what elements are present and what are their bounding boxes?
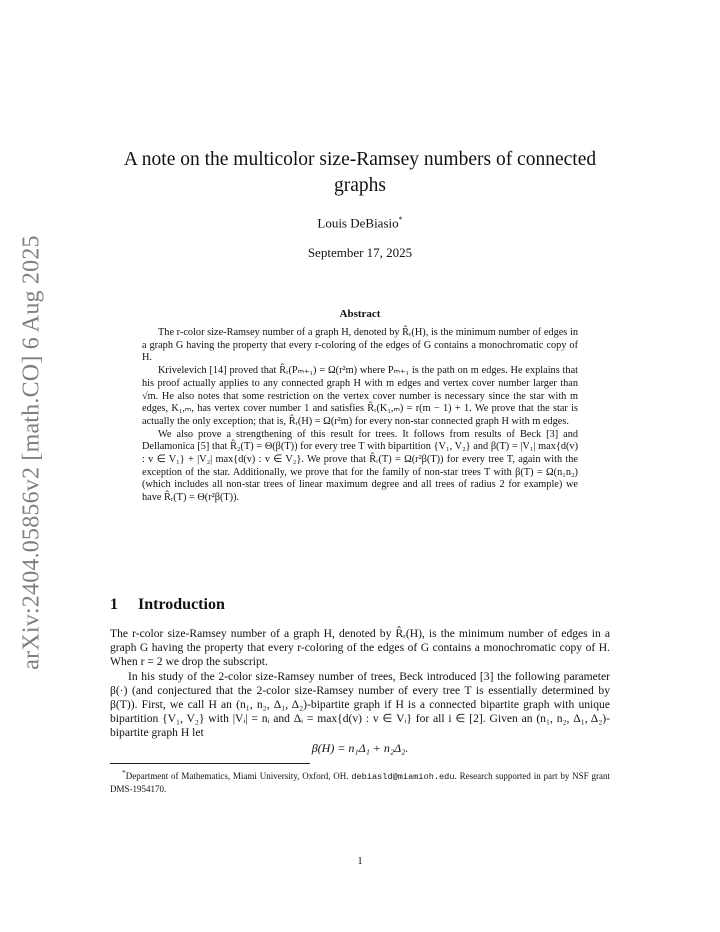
author-email-link[interactable]: debiasld@miamioh.edu [351,772,455,782]
author-name: Louis DeBiasio [317,215,399,231]
footnote-divider [110,763,310,764]
abstract-heading: Abstract [339,308,381,320]
paper-title: A note on the multicolor size-Ramsey numbers of connected graphs [123,149,597,196]
author-footnote-mark: * [398,215,403,224]
abstract-body [142,327,578,505]
body-paragraph: The r-color size-Ramsey number of a graph H, denoted by R̂ᵣ(H), is the minimum number of edges in a graph G having the property that every r-coloring of the edges of G contains a monochromatic copy of H. When r = 2 we drop the subscript. [110,627,610,669]
arxiv-identifier-stamp [8,235,56,670]
introduction-body [110,627,610,741]
abstract-paragraph: Krivelevich [14] proved that R̂ᵣ(Pₘ₊₁) = Ω(r²m) where Pₘ₊₁ is the path on m edges. He explains that his proof actually applies to any connected graph H with m edges and vertex cover number larger than √m. He also notes that some restriction on the vertex cover number is necessary since the star with m edges, K₁,ₘ, has vertex cover number 1 and satisfies R̂ᵣ(K₁,ₘ) = r(m − 1) + 1. We prove that the star is actually the only exception; that is, R̂ᵣ(H) = Ω(r²m) for every non-star connected graph H with m edges. [142,365,578,427]
paper-date: September 17, 2025 [307,245,413,260]
body-paragraph: In his study of the 2-color size-Ramsey number of trees, Beck introduced [3] the following parameter β(·) (and conjectured that the 2-color size-Ramsey number of every tree T is essentially determined by β(T)). First, we call H an (n₁, n₂, Δ₁, Δ₂)-bipartite graph if H is a connected bipartite graph with unique bipartition {V₁, V₂} with |Vᵢ| = nᵢ and Δᵢ = max{d(v) : v ∈ Vᵢ} for all i ∈ [2]. Given an (n₁, n₂, Δ₁, Δ₂)-bipartite graph H let [110,669,610,740]
paper-author [110,215,610,231]
abstract-paragraph: We also prove a strengthening of this result for trees. It follows from results of Beck [3] and Dellamonica [5] that R̂₂(T) = Θ(β(T)) for every tree T with bipartition {V₁, V₂} and β(T) = |V₁| max{d(v) : v ∈ V₁} + |V₂| max{d(v) : v ∈ V₂}. We prove that R̂ᵣ(T) = Ω(r²β(T)) for every tree T, again with the exception of the star. Additionally, we prove that for the family of non-star trees T with β(T) = Ω(n₁n₂) (which includes all non-star trees of linear maximum degree and all trees of radius 2 for example) we have R̂ᵣ(T) = Θ(r²β(T)). [142,428,578,504]
section-heading [110,596,225,614]
footnote-affiliation: Department of Mathematics, Miami University, Oxford, OH. [125,771,352,781]
display-equation: β(H) = n₁Δ₁ + n₂Δ₂. [311,741,409,755]
section-number: 1 [110,596,118,613]
footnote [110,767,610,795]
footnote-mark: * [122,768,126,777]
section-title: Introduction [138,596,225,613]
abstract-paragraph: The r-color size-Ramsey number of a graph H, denoted by R̂ᵣ(H), is the minimum number of edges in a graph G having the property that every r-coloring of the edges of G contains a monochromatic copy of H. [142,327,578,364]
footnote-funding: . Research supported in part by NSF grant DMS-1954170. [110,771,610,794]
page-number: 1 [357,855,363,867]
arxiv-identifier-text: arXiv:2404.05856v2 [math.CO] 6 Aug 2025 [18,235,45,670]
footnote-text [110,767,610,795]
